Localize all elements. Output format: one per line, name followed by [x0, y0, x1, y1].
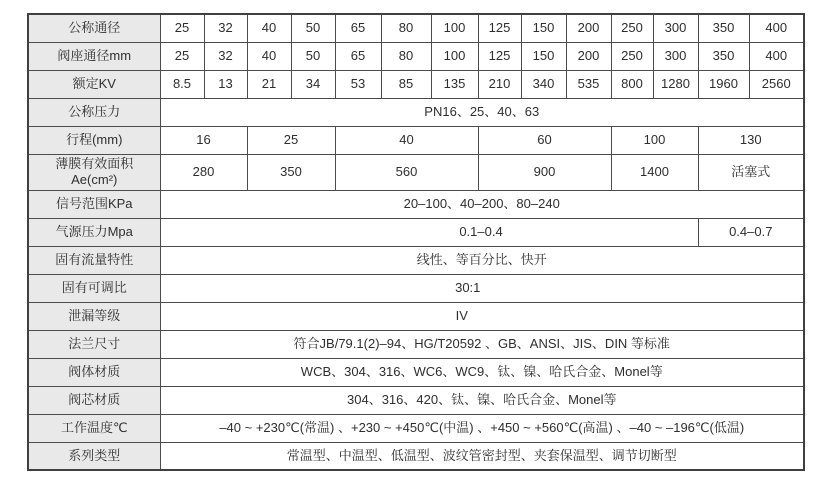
- row-label: 气源压力Mpa: [28, 218, 160, 246]
- table-row: [28, 218, 804, 246]
- table-row: [28, 42, 804, 70]
- value-cell: 40: [335, 126, 478, 154]
- table-row: [28, 246, 804, 274]
- row-label: 泄漏等级: [28, 302, 160, 330]
- table-row: [28, 14, 804, 42]
- spec-table-body: [28, 14, 804, 470]
- value-text: 30:1: [455, 280, 481, 296]
- table-row: [28, 274, 804, 302]
- value-cell: 80: [381, 42, 431, 70]
- row-label: 固有流量特性: [28, 246, 160, 274]
- value-cell: 50: [291, 14, 335, 42]
- value-cell: 0.4–0.7: [698, 218, 804, 246]
- row-label: 法兰尺寸: [28, 330, 160, 358]
- value-cell: PN16、25、40、63: [160, 98, 804, 126]
- value-cell: 80: [381, 14, 431, 42]
- value-cell: 8.5: [160, 70, 204, 98]
- value-cell: 常温型、中温型、低温型、波纹管密封型、夹套保温型、调节切断型: [160, 442, 804, 470]
- table-row: [28, 414, 804, 442]
- row-label: 公称通径: [28, 14, 160, 42]
- table-row: [28, 190, 804, 218]
- table-row: [28, 302, 804, 330]
- row-label: 信号范围KPa: [28, 190, 160, 218]
- value-cell: 340: [521, 70, 566, 98]
- value-cell: 400: [749, 14, 804, 42]
- value-cell: 50: [291, 42, 335, 70]
- value-cell: 130: [698, 126, 804, 154]
- value-text: IV: [455, 308, 468, 324]
- row-label: 固有可调比: [28, 274, 160, 302]
- value-cell: 560: [335, 154, 478, 190]
- row-label: 行程(mm): [28, 126, 160, 154]
- value-cell: 100: [431, 42, 478, 70]
- row-label: 阀芯材质: [28, 386, 160, 414]
- table-row: [28, 330, 804, 358]
- value-cell: 135: [431, 70, 478, 98]
- value-cell: 40: [247, 14, 291, 42]
- row-label-line: 薄膜有效面积: [55, 156, 134, 172]
- value-cell: 1280: [653, 70, 698, 98]
- row-label: 阀座通径mm: [28, 42, 160, 70]
- value-text: 0.1–0.4: [459, 224, 503, 240]
- value-cell: WCB、304、316、WC6、WC9、钛、镍、哈氏合金、Monel等: [160, 358, 804, 386]
- value-cell: 60: [478, 126, 611, 154]
- value-cell: 300: [653, 42, 698, 70]
- row-label: 工作温度℃: [28, 414, 160, 442]
- value-cell: 20–100、40–200、80–240: [160, 190, 804, 218]
- value-cell: –40 ~ +230℃(常温) 、+230 ~ +450℃(中温) 、+450 ~ +560℃(高温) 、–40 ~ –196℃(低温): [160, 414, 804, 442]
- value-cell: 13: [204, 70, 247, 98]
- row-label-line: Ae(cm²): [71, 172, 118, 187]
- value-cell: 1400: [611, 154, 698, 190]
- value-cell: 200: [566, 14, 611, 42]
- value-cell: 350: [698, 14, 749, 42]
- value-cell: 32: [204, 42, 247, 70]
- value-cell: 250: [611, 14, 653, 42]
- value-cell: [160, 218, 698, 246]
- value-cell: 300: [653, 14, 698, 42]
- value-cell: 400: [749, 42, 804, 70]
- value-cell: 2560: [749, 70, 804, 98]
- value-cell: 125: [478, 14, 521, 42]
- value-cell: 65: [335, 14, 381, 42]
- value-cell: 150: [521, 42, 566, 70]
- row-label: 公称压力: [28, 98, 160, 126]
- value-cell: 85: [381, 70, 431, 98]
- value-cell: 800: [611, 70, 653, 98]
- value-cell: 900: [478, 154, 611, 190]
- value-cell: [160, 302, 804, 330]
- value-cell: 34: [291, 70, 335, 98]
- value-cell: 65: [335, 42, 381, 70]
- value-cell: 250: [611, 42, 653, 70]
- value-cell: [160, 274, 804, 302]
- row-label: [28, 154, 160, 190]
- table-row: [28, 442, 804, 470]
- value-cell: 210: [478, 70, 521, 98]
- row-label: 额定KV: [28, 70, 160, 98]
- value-cell: 活塞式: [698, 154, 804, 190]
- value-cell: 16: [160, 126, 247, 154]
- row-label: 阀体材质: [28, 358, 160, 386]
- table-row: [28, 70, 804, 98]
- value-cell: 125: [478, 42, 521, 70]
- value-cell: 25: [160, 42, 204, 70]
- value-cell: 25: [160, 14, 204, 42]
- value-cell: 200: [566, 42, 611, 70]
- table-row: [28, 154, 804, 190]
- value-cell: 线性、等百分比、快开: [160, 246, 804, 274]
- value-cell: 100: [611, 126, 698, 154]
- value-cell: 150: [521, 14, 566, 42]
- value-cell: 符合JB/79.1(2)–94、HG/T20592 、GB、ANSI、JIS、DIN 等标准: [160, 330, 804, 358]
- value-cell: 100: [431, 14, 478, 42]
- row-label: 系列类型: [28, 442, 160, 470]
- value-cell: 535: [566, 70, 611, 98]
- value-cell: 40: [247, 42, 291, 70]
- value-cell: 32: [204, 14, 247, 42]
- table-row: [28, 358, 804, 386]
- table-row: [28, 98, 804, 126]
- value-cell: 25: [247, 126, 335, 154]
- value-cell: 304、316、420、钛、镍、哈氏合金、Monel等: [160, 386, 804, 414]
- value-cell: 350: [698, 42, 749, 70]
- value-cell: 280: [160, 154, 247, 190]
- value-cell: 53: [335, 70, 381, 98]
- value-cell: 350: [247, 154, 335, 190]
- table-row: [28, 126, 804, 154]
- value-cell: 1960: [698, 70, 749, 98]
- value-cell: 21: [247, 70, 291, 98]
- spec-table: [27, 13, 805, 471]
- table-row: [28, 386, 804, 414]
